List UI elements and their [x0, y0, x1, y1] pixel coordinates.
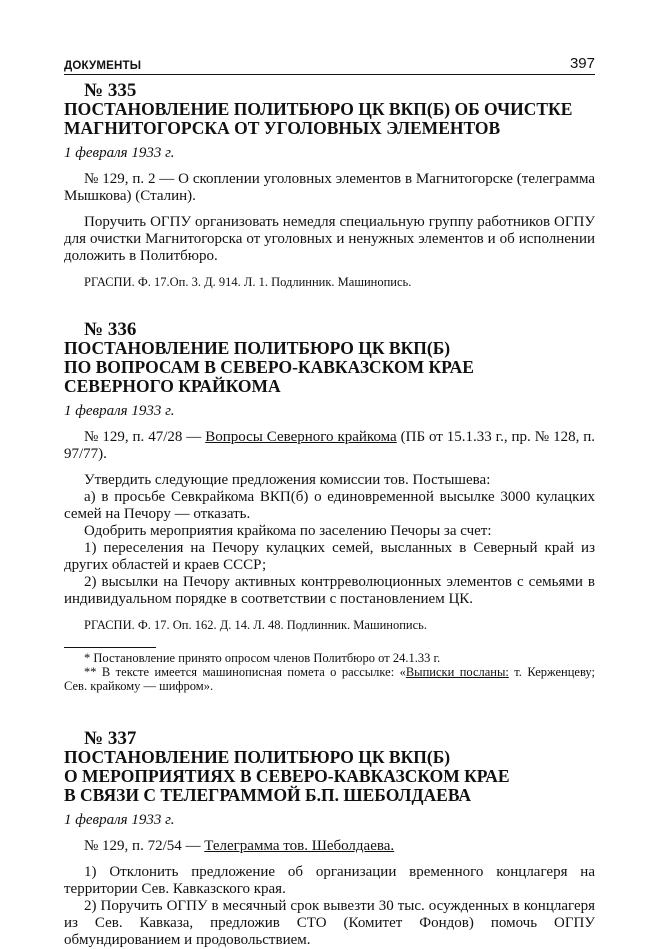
title-line: В СВЯЗИ С ТЕЛЕГРАММОЙ Б.П. ШЕБОЛДАЕВА [64, 785, 472, 805]
footnote-2 [64, 665, 595, 693]
document-335 [64, 81, 595, 290]
archive-source: РГАСПИ. Ф. 17.Оп. 3. Д. 914. Л. 1. Подлинник. Машинопись. [84, 275, 412, 289]
doc-number: № 337 [84, 728, 137, 749]
doc-body-paragraph: 1) Отклонить предложение об организации временного концлагеря на территории Сев. Кавказского края. [64, 864, 595, 897]
doc-body-paragraph: 2) высылки на Печору активных контрреволюционных элементов с семьями в индивидуальном порядке в соответствии с постановлением ЦК. [64, 574, 595, 607]
title-line: МАГНИТОГОРСКА ОТ УГОЛОВНЫХ ЭЛЕМЕНТОВ [64, 118, 501, 138]
document-336 [64, 320, 595, 693]
doc-title [64, 339, 595, 396]
doc-body-paragraph: Утвердить следующие предложения комиссии тов. Постышева: [84, 472, 491, 488]
header-rule [64, 74, 595, 75]
footnote-suffix: т. Керженцеву; Сев. крайкому — шифром». [64, 665, 595, 693]
doc-title [64, 100, 595, 138]
doc-body-paragraph: 1) переселения на Печору кулацких семей, высланных в Северный край из других областей и краев СССР; [64, 540, 595, 573]
doc-reference [64, 838, 595, 855]
doc-number: № 335 [84, 80, 137, 101]
doc-body-paragraph: 2) Поручить ОГПУ в месячный срок вывезти 30 тыс. осужденных в концлагеря из Сев. Кавказа, предложив СТО (Комитет Фондов) помочь ОГПУ обмундированием и продовольствием. [64, 898, 595, 948]
doc-body-paragraph: а) в просьбе Севкрайкома ВКП(б) о единовременной высылке 3000 кулацких семей на Печору — отказать. [64, 489, 595, 522]
title-line: О МЕРОПРИЯТИЯХ В СЕВЕРО-КАВКАЗСКОМ КРАЕ [64, 766, 510, 786]
section-title: ДОКУМЕНТЫ [64, 60, 142, 72]
footnote-underlined: Выписки посланы: [405, 665, 509, 679]
doc-number: № 336 [84, 319, 137, 340]
doc-date: 1 февраля 1933 г. [64, 145, 175, 161]
title-line: ПОСТАНОВЛЕНИЕ ПОЛИТБЮРО ЦК ВКП(Б) [64, 338, 451, 358]
ref-prefix: № 129, п. 72/54 — [84, 838, 205, 854]
doc-body-paragraph: Одобрить мероприятия крайкома по заселению Печоры за счет: [84, 523, 492, 539]
ref-underlined: Телеграмма тов. Шеболдаева. [204, 838, 395, 854]
doc-reference: № 129, п. 2 — О скоплении уголовных элементов в Магнитогорске (телеграмма Мышкова) (Сталин). [64, 171, 595, 204]
ref-underlined: Вопросы Северного крайкома [205, 429, 397, 445]
title-line: ПОСТАНОВЛЕНИЕ ПОЛИТБЮРО ЦК ВКП(Б) ОБ ОЧИСТКЕ [64, 99, 573, 119]
doc-body: Поручить ОГПУ организовать немедля специальную группу работников ОГПУ для очистки Магнитогорска от уголовных и ненужных элементов и об исполнении доложить в Политбюро. [64, 214, 595, 264]
footnote-prefix: ** В тексте имеется машинописная помета о рассылке: « [84, 665, 406, 679]
document-337 [64, 729, 595, 949]
ref-prefix: № 129, п. 47/28 — [84, 429, 206, 445]
document-page [64, 52, 595, 949]
footnote-1: * Постановление принято опросом членов Политбюро от 24.1.33 г. [84, 651, 441, 665]
footnote-rule [64, 647, 156, 648]
doc-reference [64, 429, 595, 463]
archive-source: РГАСПИ. Ф. 17. Оп. 162. Д. 14. Л. 48. Подлинник. Машинопись. [84, 618, 427, 632]
running-header [64, 52, 595, 72]
doc-date: 1 февраля 1933 г. [64, 812, 175, 828]
title-line: СЕВЕРНОГО КРАЙКОМА [64, 376, 281, 396]
title-line: ПОСТАНОВЛЕНИЕ ПОЛИТБЮРО ЦК ВКП(Б) [64, 747, 451, 767]
doc-date: 1 февраля 1933 г. [64, 403, 175, 419]
page-number: 397 [569, 55, 595, 72]
ref-suffix: (ПБ от 15.1.33 г., пр. № 128, п. 97/77). [64, 429, 596, 462]
doc-title [64, 748, 595, 805]
title-line: ПО ВОПРОСАМ В СЕВЕРО-КАВКАЗСКОМ КРАЕ [64, 357, 474, 377]
